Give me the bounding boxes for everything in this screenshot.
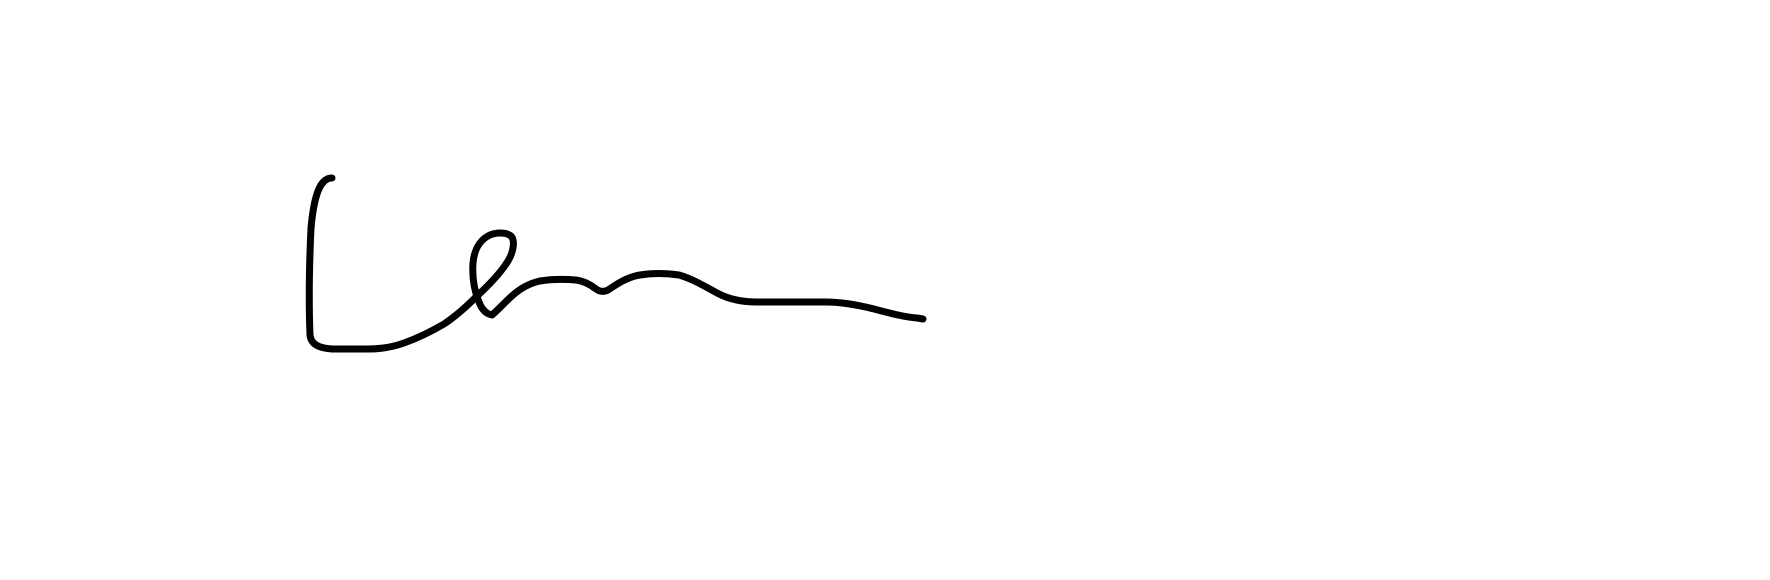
signature-stroke <box>309 178 923 349</box>
